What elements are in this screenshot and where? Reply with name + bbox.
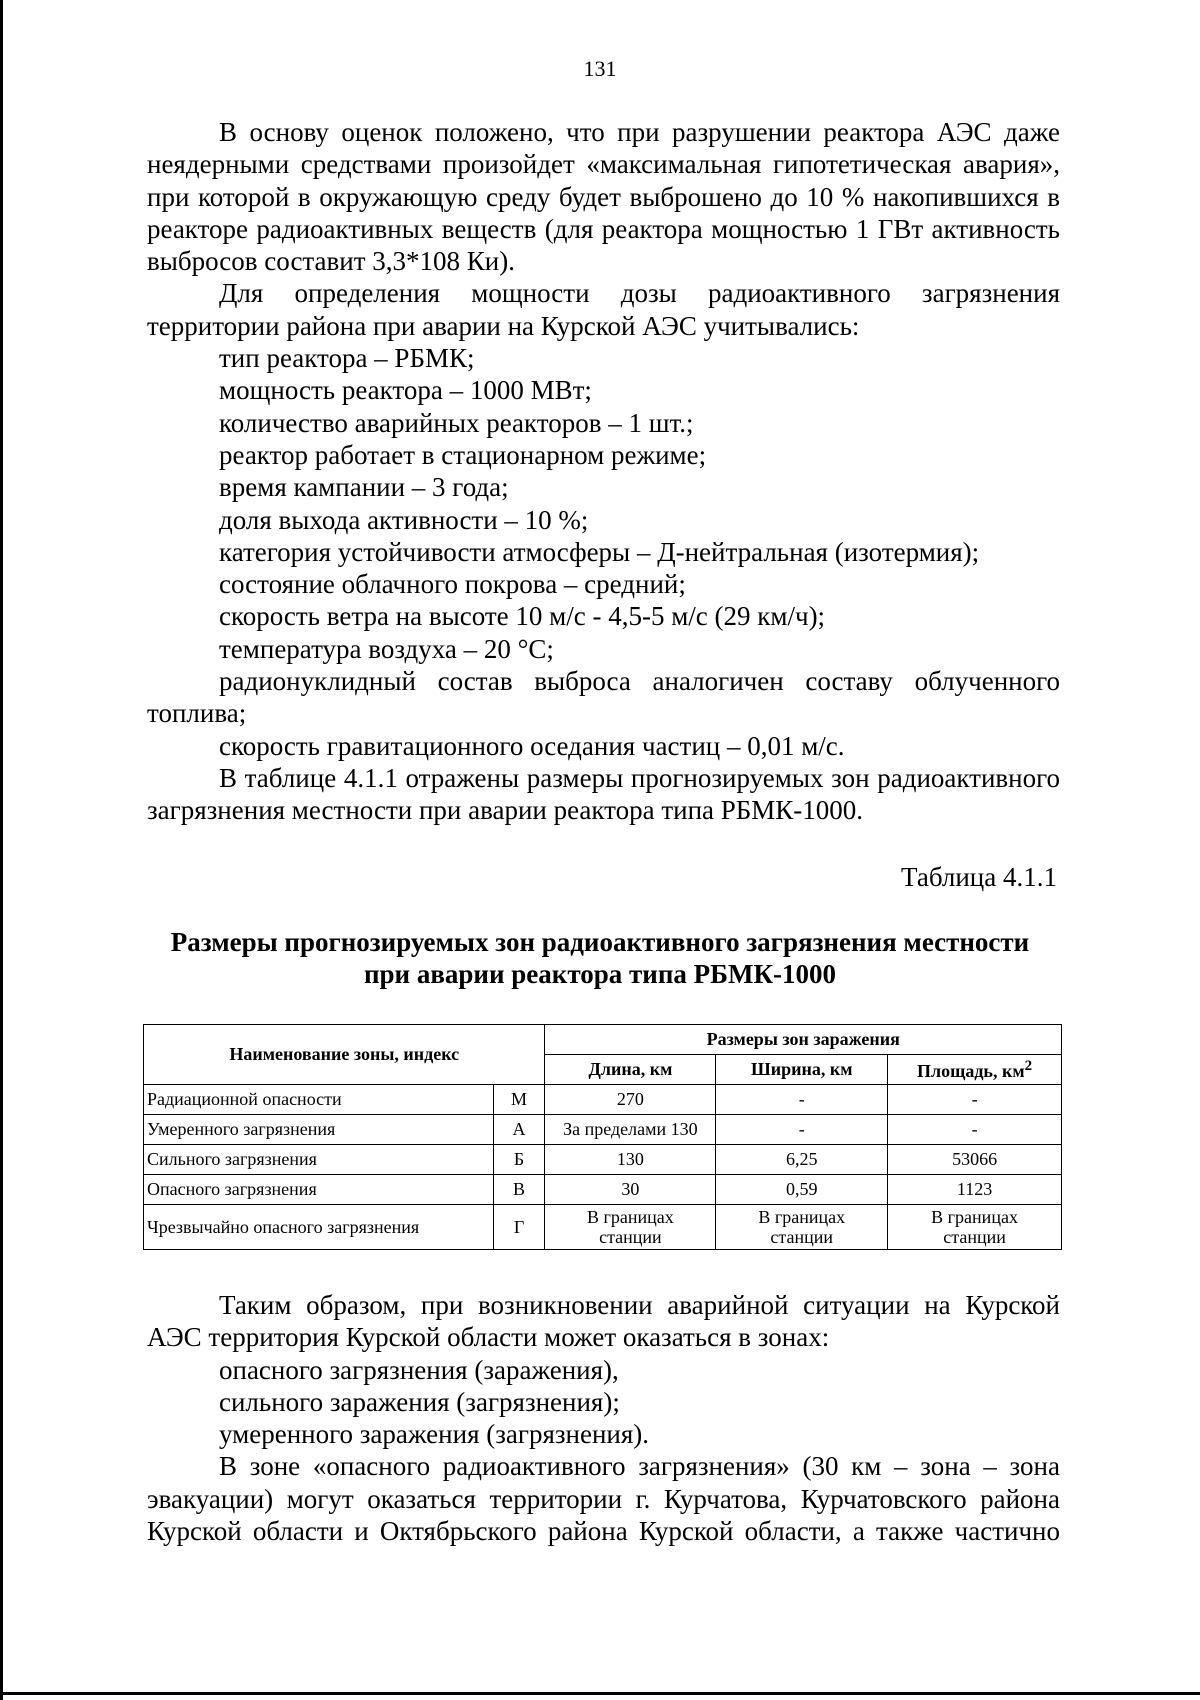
parameter-activity-release: доля выхода активности – 10 %; — [219, 504, 589, 535]
header-zone-name: Наименование зоны, индекс — [144, 1025, 545, 1085]
zone-list-item: умеренного заражения (загрязнения). — [219, 1419, 650, 1450]
zone-area-cell: - — [888, 1085, 1062, 1115]
cell-line: станции — [599, 1227, 662, 1247]
zone-length-cell: За пределами 130 — [545, 1115, 716, 1145]
cell-line: В границах — [758, 1207, 846, 1227]
parameter-operating-mode: реактор работает в стационарном режиме; — [219, 439, 707, 470]
page-number: 131 — [583, 56, 617, 81]
table-title — [130, 926, 1070, 990]
zone-width-cell: - — [716, 1085, 888, 1115]
zone-index-cell: М — [493, 1085, 545, 1115]
table-row — [144, 1115, 1062, 1145]
zone-width-cell — [716, 1205, 888, 1250]
zone-index-cell: Б — [493, 1145, 545, 1175]
zone-area-cell: 1123 — [888, 1175, 1062, 1205]
document-body-bottom — [147, 1289, 1060, 1547]
zone-length-cell: 30 — [545, 1175, 716, 1205]
zone-name-cell: Опасного загрязнения — [144, 1175, 494, 1205]
table-caption: Таблица 4.1.1 — [901, 862, 1057, 892]
table-title-line-2: при аварии реактора типа РБМК-1000 — [363, 959, 837, 989]
table-row — [144, 1145, 1062, 1175]
parameter-reactor-type: тип реактора – РБМК; — [219, 343, 475, 374]
parameter-emergency-reactors: количество аварийных реакторов – 1 шт.; — [219, 407, 694, 438]
zone-width-cell: 6,25 — [716, 1145, 888, 1175]
parameter-settling-speed: скорость гравитационного оседания частиц – 0,01 м/с. — [219, 730, 845, 761]
paragraph-dose-parameters-intro: Для определения мощности дозы радиоактивного загрязнения территории района при аварии на Курской АЭС учитывались: — [147, 278, 1060, 341]
cell-line: станции — [770, 1227, 834, 1247]
paragraph-evacuation-zone: В зоне «опасного радиоактивного загрязнения» (30 км – зона – зона эвакуации) могут оказаться территории г. Курчатова, Курчатовского района Курской области и Октябрьского района Курской области, а также частично — [147, 1451, 1060, 1547]
zone-area-cell — [888, 1205, 1062, 1250]
zones-table — [143, 1024, 1062, 1250]
document-body-top — [147, 116, 1060, 827]
zone-index-cell: В — [493, 1175, 545, 1205]
zone-name-cell: Сильного загрязнения — [144, 1145, 494, 1175]
zone-list-item: опасного загрязнения (заражения), — [219, 1354, 619, 1385]
parameter-wind-speed: скорость ветра на высоте 10 м/с - 4,5-5 м/с (29 км/ч); — [219, 601, 826, 632]
zone-area-cell: 53066 — [888, 1145, 1062, 1175]
zone-length-cell — [545, 1205, 716, 1250]
zone-width-cell: 0,59 — [716, 1175, 888, 1205]
table-header-row-1 — [144, 1025, 1062, 1055]
scan-border-left — [0, 0, 3, 1700]
paragraph-table-intro: В таблице 4.1.1 отражены размеры прогнозируемых зон радиоактивного загрязнения местности при аварии реактора типа РБМК-1000. — [147, 762, 1060, 826]
zone-index-cell: А — [493, 1115, 545, 1145]
table-row — [144, 1085, 1062, 1115]
zone-index-cell: Г — [493, 1205, 545, 1250]
header-area-label: Площадь, км — [917, 1060, 1025, 1081]
cell-line: В границах — [587, 1207, 674, 1227]
parameter-campaign-time: время кампании – 3 года; — [219, 472, 509, 503]
parameter-radionuclide-composition: радионуклидный состав выброса аналогичен составу облученного топлива; — [147, 666, 1060, 729]
zone-name-cell: Радиационной опасности — [144, 1085, 494, 1115]
header-area-superscript: 2 — [1024, 1057, 1033, 1074]
zone-list-item: сильного заражения (загрязнения); — [219, 1386, 620, 1417]
parameter-atmosphere-stability: категория устойчивости атмосферы – Д-нейтральная (изотермия); — [219, 536, 980, 567]
zone-length-cell: 130 — [545, 1145, 716, 1175]
parameter-air-temperature: температура воздуха – 20 °С; — [219, 633, 554, 664]
header-area — [888, 1055, 1062, 1085]
parameter-cloud-cover: состояние облачного покрова – средний; — [219, 569, 686, 600]
header-length: Длина, км — [545, 1055, 716, 1085]
zone-area-cell: - — [888, 1115, 1062, 1145]
zone-name-cell: Умеренного загрязнения — [144, 1115, 494, 1145]
header-sizes-group: Размеры зон заражения — [545, 1025, 1062, 1055]
header-width: Ширина, км — [716, 1055, 888, 1085]
paragraph-assessment-basis: В основу оценок положено, что при разрушении реактора АЭС даже неядерными средствами произойдет «максимальная гипотетическая авария», при которой в окружающую среду будет выброшено до 10 % накопившихся в реакторе радиоактивных веществ (для реактора мощностью 1 ГВт активность выбросов составит 3,3*108 Ки). — [147, 117, 1060, 277]
table-row — [144, 1175, 1062, 1205]
zone-width-cell: - — [716, 1115, 888, 1145]
parameter-reactor-power: мощность реактора – 1000 МВт; — [219, 375, 592, 406]
table-title-line-1: Размеры прогнозируемых зон радиоактивного загрязнения местности — [170, 927, 1030, 957]
cell-line: станции — [943, 1227, 1006, 1247]
zone-name-cell: Чрезвычайно опасного загрязнения — [144, 1205, 494, 1250]
paragraph-conclusion-intro: Таким образом, при возникновении аварийной ситуации на Курской АЭС территория Курской области может оказаться в зонах: — [147, 1290, 1060, 1353]
table-row — [144, 1205, 1062, 1250]
zone-length-cell: 270 — [545, 1085, 716, 1115]
scan-border-bottom — [0, 1692, 1200, 1695]
cell-line: В границах — [931, 1207, 1018, 1227]
